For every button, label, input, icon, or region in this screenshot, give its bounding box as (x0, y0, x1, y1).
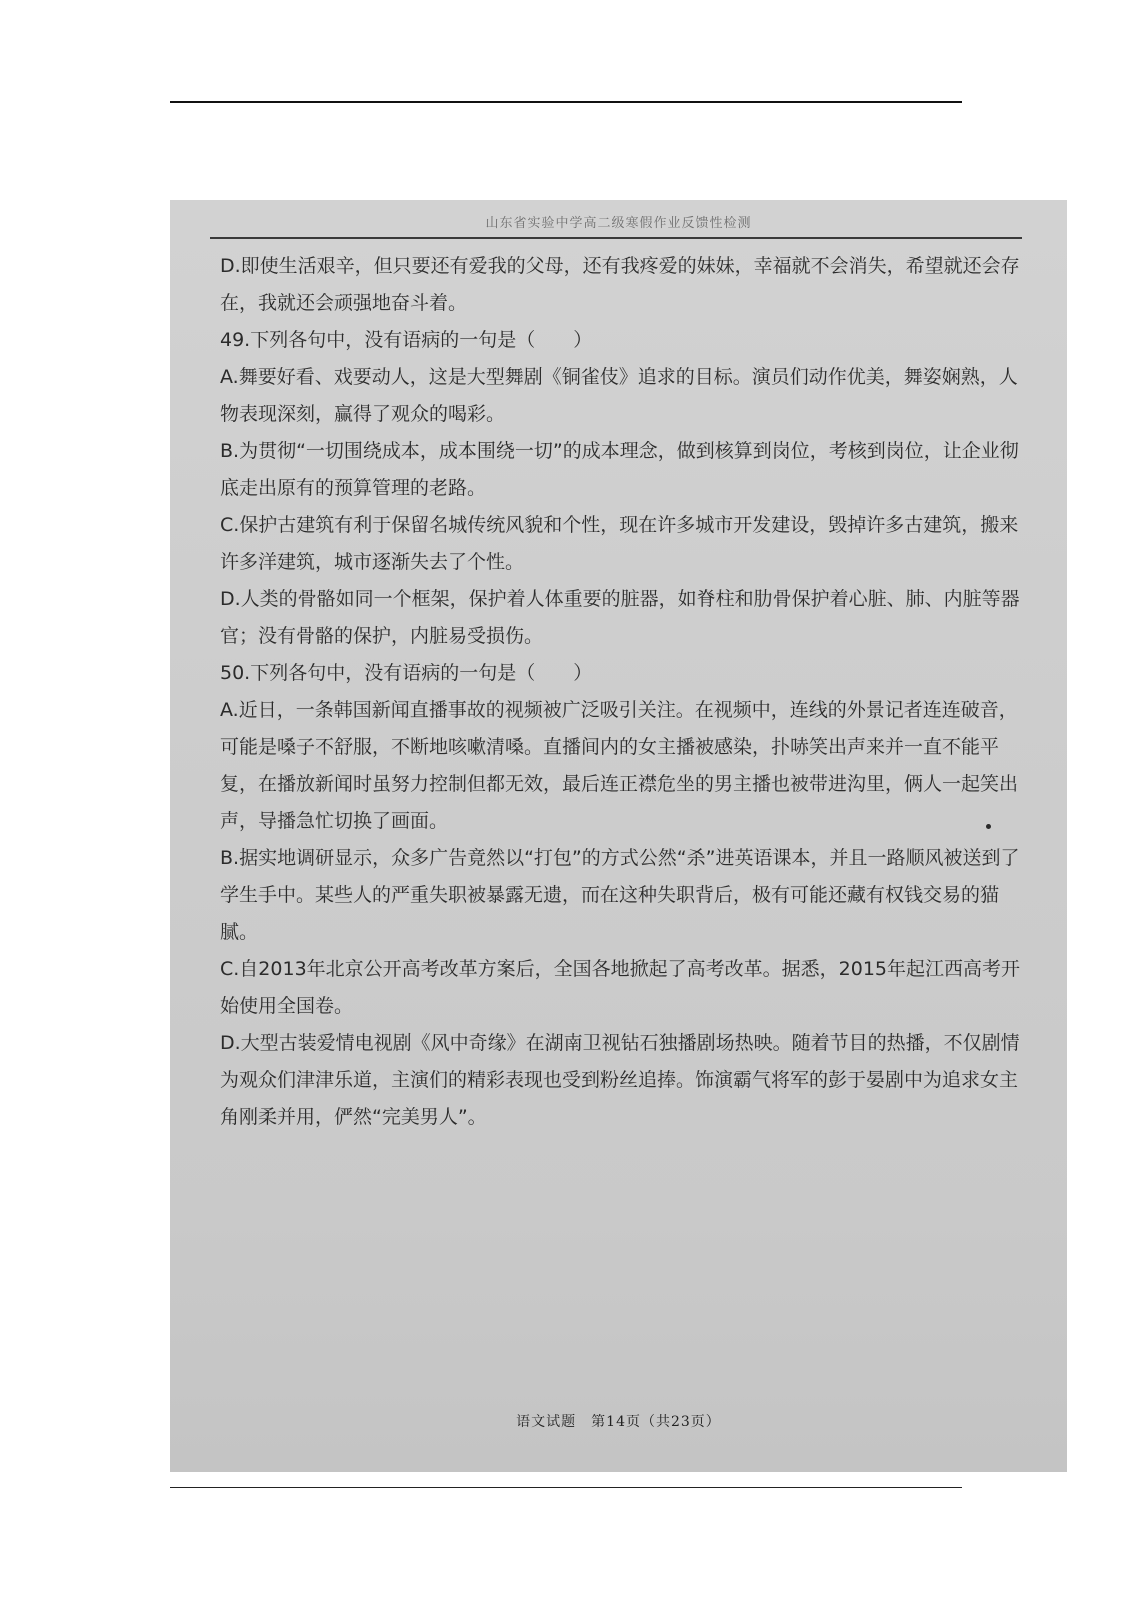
page-footer: 语文试题 第14页（共23页） (516, 1414, 721, 1430)
exam-content (220, 248, 1025, 1136)
question-50-option-b: B.据实地调研显示，众多广告竟然以“打包”的方式公然“杀”进英语课本，并且一路顺风被送到了学生手中。某些人的严重失职被暴露无遗，而在这种失职背后，极有可能还藏有权钱交易的猫腻。 (220, 847, 1020, 943)
exam-header-title: 山东省实验中学高二级寒假作业反馈性检测 (485, 216, 752, 231)
ink-dot-mark (986, 824, 991, 829)
page-bottom-rule (170, 1487, 962, 1488)
question-49-option-a: A.舞要好看、戏要动人，这是大型舞剧《铜雀伎》追求的目标。演员们动作优美，舞姿娴熟，人物表现深刻，赢得了观众的喝彩。 (220, 366, 1018, 425)
exam-header-rule (210, 237, 1022, 239)
question-49-option-d: D.人类的骨骼如同一个框架，保护着人体重要的脏器，如脊柱和肋骨保护着心脏、肺、内脏等器官；没有骨骼的保护，内脏易受损伤。 (220, 588, 1020, 647)
scanned-exam-page (170, 200, 1067, 1472)
question-49-option-b: B.为贯彻“一切围绕成本，成本围绕一切”的成本理念，做到核算到岗位，考核到岗位，让企业彻底走出原有的预算管理的老路。 (220, 440, 1019, 499)
question-49-stem: 49.下列各句中，没有语病的一句是（ ） (220, 329, 593, 351)
question-50-option-c: C.自2013年北京公开高考改革方案后，全国各地掀起了高考改革。据悉，2015年起江西高考开始使用全国卷。 (220, 958, 1021, 1017)
question-49-option-c: C.保护古建筑有利于保留名城传统风貌和个性，现在许多城市开发建设，毁掉许多古建筑，搬来许多洋建筑，城市逐渐失去了个性。 (220, 514, 1019, 573)
previous-option-d: D.即使生活艰辛，但只要还有爱我的父母，还有我疼爱的妹妹，幸福就不会消失，希望就还会存在，我就还会顽强地奋斗着。 (220, 255, 1020, 314)
page-top-rule (170, 101, 962, 103)
question-50-option-d: D.大型古装爱情电视剧《风中奇缘》在湖南卫视钻石独播剧场热映。随着节目的热播，不仅剧情为观众们津津乐道，主演们的精彩表现也受到粉丝追捧。饰演霸气将军的彭于晏剧中为追求女主角刚柔并用，俨然“完美男人”。 (220, 1032, 1020, 1128)
question-50-stem: 50.下列各句中，没有语病的一句是（ ） (220, 662, 593, 684)
question-50-option-a: A.近日，一条韩国新闻直播事故的视频被广泛吸引关注。在视频中，连线的外景记者连连破音，可能是嗓子不舒服，不断地咳嗽清嗓。直播间内的女主播被感染，扑哧笑出声来并一直不能平复，在播放新闻时虽努力控制但都无效，最后连正襟危坐的男主播也被带进沟里，俩人一起笑出声，导播急忙切换了画面。 (220, 699, 1019, 832)
